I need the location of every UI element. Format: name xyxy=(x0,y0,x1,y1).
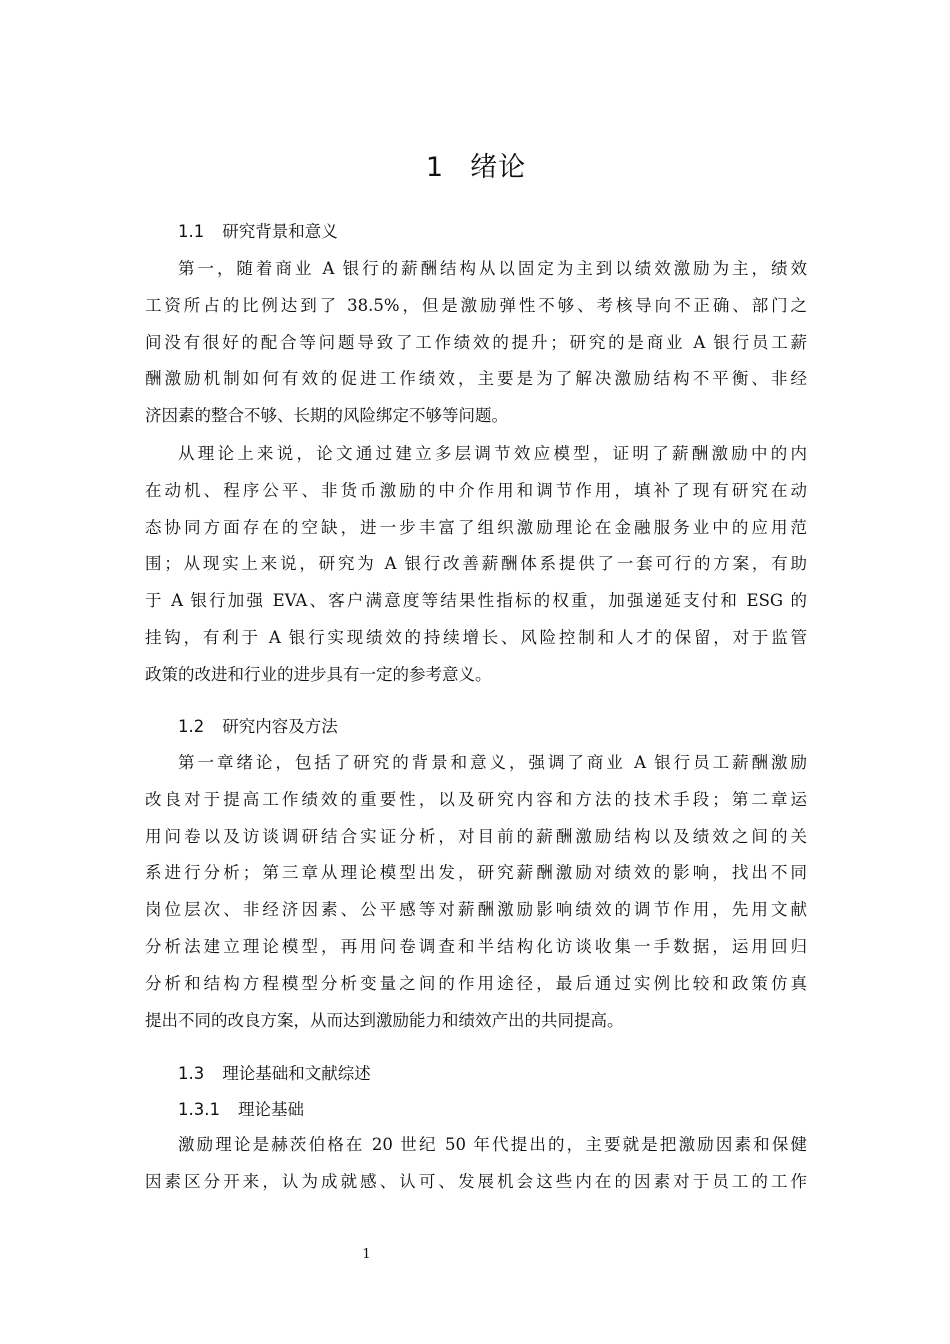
section-number: 1.3.1 xyxy=(178,1100,220,1119)
text-line: 于 A 银行加强 EVA、客户满意度等结果性指标的权重，加强递延支付和 ESG 的 xyxy=(145,591,807,611)
section-heading-1-3 xyxy=(178,1062,371,1086)
subsection-heading-1-3-1 xyxy=(178,1098,304,1122)
section-title: 研究内容及方法 xyxy=(222,717,338,736)
text-line: 挂钩，有利于 A 银行实现绩效的持续增长、风险控制和人才的保留，对于监管 xyxy=(145,627,807,647)
text-line: 酬激励机制如何有效的促进工作绩效，主要是为了解决激励结构不平衡、非经 xyxy=(145,369,807,389)
text-line: 间没有很好的配合等问题导致了工作绩效的提升；研究的是商业 A 银行员工薪 xyxy=(145,332,807,352)
text-line: 提出不同的改良方案，从而达到激励能力和绩效产出的共同提高。 xyxy=(145,1010,624,1030)
section-heading-1-2 xyxy=(178,715,338,739)
text-line: 分析和结构方程模型分析变量之间的作用途径，最后通过实例比较和政策仿真 xyxy=(145,973,807,993)
text-line: 从理论上来说，论文通过建立多层调节效应模型，证明了薪酬激励中的内 xyxy=(178,444,807,463)
paragraph-1 xyxy=(145,251,807,435)
section-number: 1.3 xyxy=(178,1064,205,1083)
chapter-title xyxy=(145,148,807,188)
text-line: 工资所占的比例达到了 38.5%，但是激励弹性不够、考核导向不正确、部门之 xyxy=(145,295,807,315)
text-line: 第一章绪论，包括了研究的背景和意义，强调了商业 A 银行员工薪酬激励 xyxy=(178,753,807,772)
chapter-number: 1 xyxy=(425,152,445,183)
text-line: 岗位层次、非经济因素、公平感等对薪酬激励影响绩效的调节作用，先用文献 xyxy=(145,900,807,920)
chapter-title-text: 绪论 xyxy=(470,152,527,183)
text-line: 改良对于提高工作绩效的重要性，以及研究内容和方法的技术手段；第二章运 xyxy=(145,789,807,809)
text-line: 在动机、程序公平、非货币激励的中介作用和调节作用，填补了现有研究在动 xyxy=(145,480,807,500)
section-number: 1.2 xyxy=(178,717,205,736)
text-line: 态协同方面存在的空缺，进一步丰富了组织激励理论在金融服务业中的应用范 xyxy=(145,517,807,537)
text-line: 分析法建立理论模型，再用问卷调查和半结构化访谈收集一手数据，运用回归 xyxy=(145,936,807,956)
text-line: 系进行分析；第三章从理论模型出发，研究薪酬激励对绩效的影响，找出不同 xyxy=(145,863,807,883)
section-heading-1-1 xyxy=(178,220,338,244)
text-line: 因素区分开来，认为成就感、认可、发展机会这些内在的因素对于员工的工作 xyxy=(145,1171,807,1191)
section-title: 理论基础和文献综述 xyxy=(222,1064,371,1083)
paragraph-2 xyxy=(145,436,807,694)
text-line: 第一，随着商业 A 银行的薪酬结构从以固定为主到以绩效激励为主，绩效 xyxy=(178,259,807,278)
paragraph-4 xyxy=(145,1127,807,1201)
document-page xyxy=(145,0,807,1344)
paragraph-3 xyxy=(145,745,807,1039)
text-line: 济因素的整合不够、长期的风险绑定不够等问题。 xyxy=(145,406,508,426)
text-line: 政策的改进和行业的进步具有一定的参考意义。 xyxy=(145,664,492,684)
text-line: 围；从现实上来说，研究为 A 银行改善薪酬体系提供了一套可行的方案，有助 xyxy=(145,554,807,574)
section-number: 1.1 xyxy=(178,222,205,241)
text-line: 激励理论是赫茨伯格在 20 世纪 50 年代提出的，主要就是把激励因素和保健 xyxy=(178,1135,807,1154)
page-number: 1 xyxy=(362,1247,371,1262)
text-line: 用问卷以及访谈调研结合实证分析，对目前的薪酬激励结构以及绩效之间的关 xyxy=(145,826,807,846)
section-title: 研究背景和意义 xyxy=(222,222,338,241)
section-title: 理论基础 xyxy=(237,1100,304,1119)
